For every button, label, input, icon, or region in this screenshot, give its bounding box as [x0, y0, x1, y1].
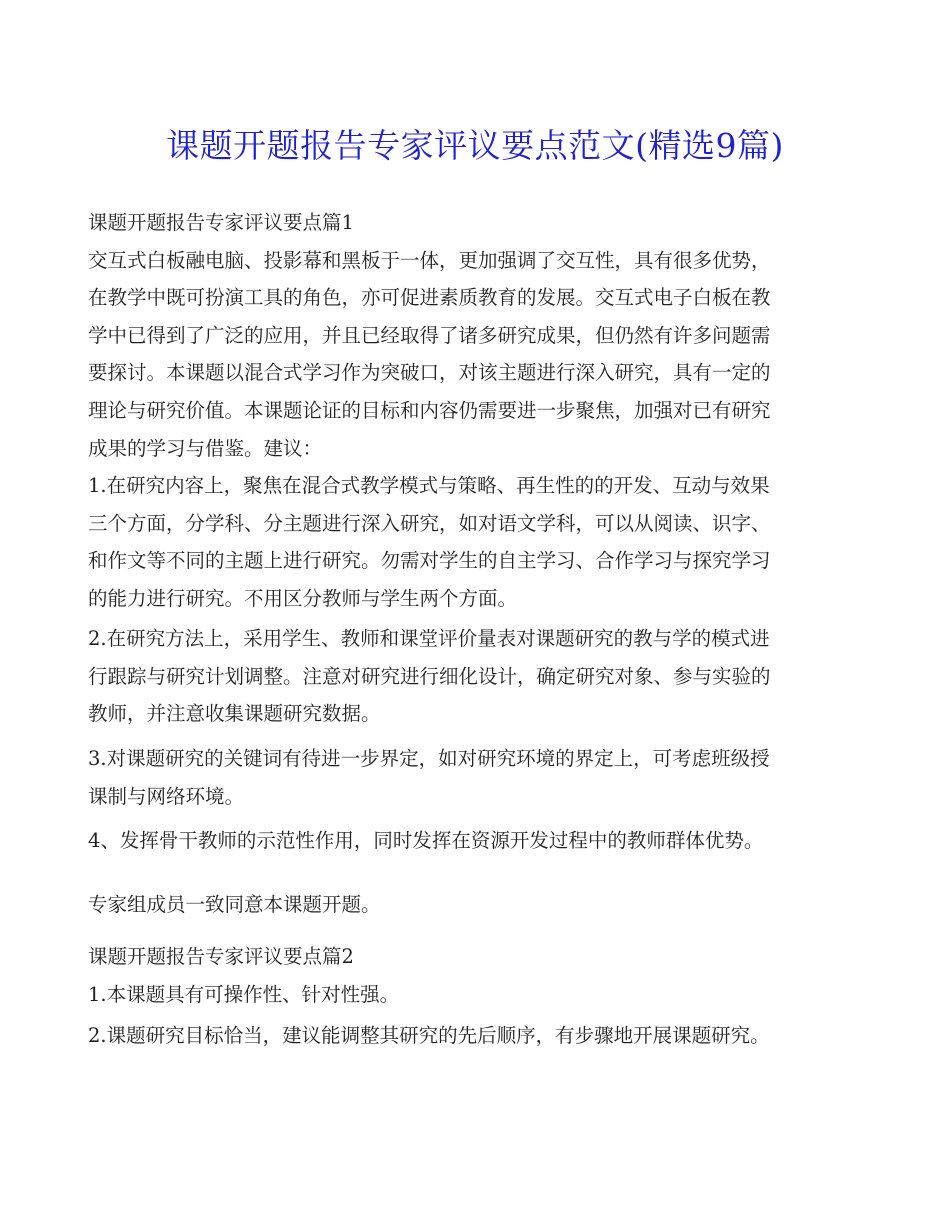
point4-line: 4、发挥骨干教师的示范性作用，同时发挥在资源开发过程中的教师群体优势。 [88, 829, 764, 852]
section1-point2 [88, 620, 858, 733]
point3-line: 课制与网络环境。 [88, 784, 245, 808]
intro-line: 成果的学习与借鉴。建议： [88, 436, 323, 460]
section2-start [88, 938, 858, 1013]
intro-line: 在教学中既可扮演工具的角色，亦可促进素质教育的发展。交互式电子白板在教 [88, 286, 771, 310]
section1-heading: 课题开题报告专家评议要点篇1 [88, 211, 354, 234]
point2-line: 2.在研究方法上，采用学生、教师和课堂评价量表对课题研究的教与学的模式进 [88, 627, 770, 650]
section1-intro [88, 204, 858, 618]
point1-line: 1.在研究内容上，聚焦在混合式教学模式与策略、再生性的的开发、互动与效果 [88, 474, 770, 498]
point3-line: 3.对课题研究的关键词有待进一步界定，如对研究环境的界定上，可考虑班级授 [88, 747, 770, 770]
intro-line: 要探讨。本课题以混合式学习作为突破口，对该主题进行深入研究，具有一定的 [88, 361, 771, 385]
section2-heading: 课题开题报告专家评议要点篇2 [88, 945, 354, 968]
point1-line: 的能力进行研究。不用区分教师与学生两个方面。 [88, 586, 518, 610]
point2-line: 行跟踪与研究计划调整。注意对研究进行细化设计，确定研究对象、参与实验的 [88, 664, 771, 688]
point1-line: 和作文等不同的主题上进行研究。勿需对学生的自主学习、合作学习与探究学习 [88, 549, 771, 573]
intro-line: 学中已得到了广泛的应用，并且已经取得了诸多研究成果，但仍然有许多问题需 [88, 323, 771, 347]
section2-point2-block [88, 1017, 858, 1055]
section1-point3 [88, 740, 858, 815]
intro-line: 交互式白板融电脑、投影幕和黑板于一体，更加强调了交互性，具有很多优势， [88, 248, 771, 272]
section2-point1: 1.本课题具有可操作性、针对性强。 [88, 982, 400, 1006]
intro-line: 理论与研究价值。本课题论证的目标和内容仍需要进一步聚焦，加强对已有研究 [88, 398, 771, 422]
section2-point2: 2.课题研究目标恰当，建议能调整其研究的先后顺序，有步骤地开展课题研究。 [88, 1024, 770, 1047]
point2-line: 教师，并注意收集课题研究数据。 [88, 702, 381, 726]
section1-conclusion [88, 886, 858, 924]
section1-point4 [88, 822, 858, 860]
document-title: 课题开题报告专家评议要点范文(精选9篇) [166, 126, 784, 165]
point1-line: 三个方面，分学科、分主题进行深入研究，如对语文学科，可以从阅读、识字、 [88, 511, 771, 535]
conclusion-line: 专家组成员一致同意本课题开题。 [88, 893, 381, 916]
